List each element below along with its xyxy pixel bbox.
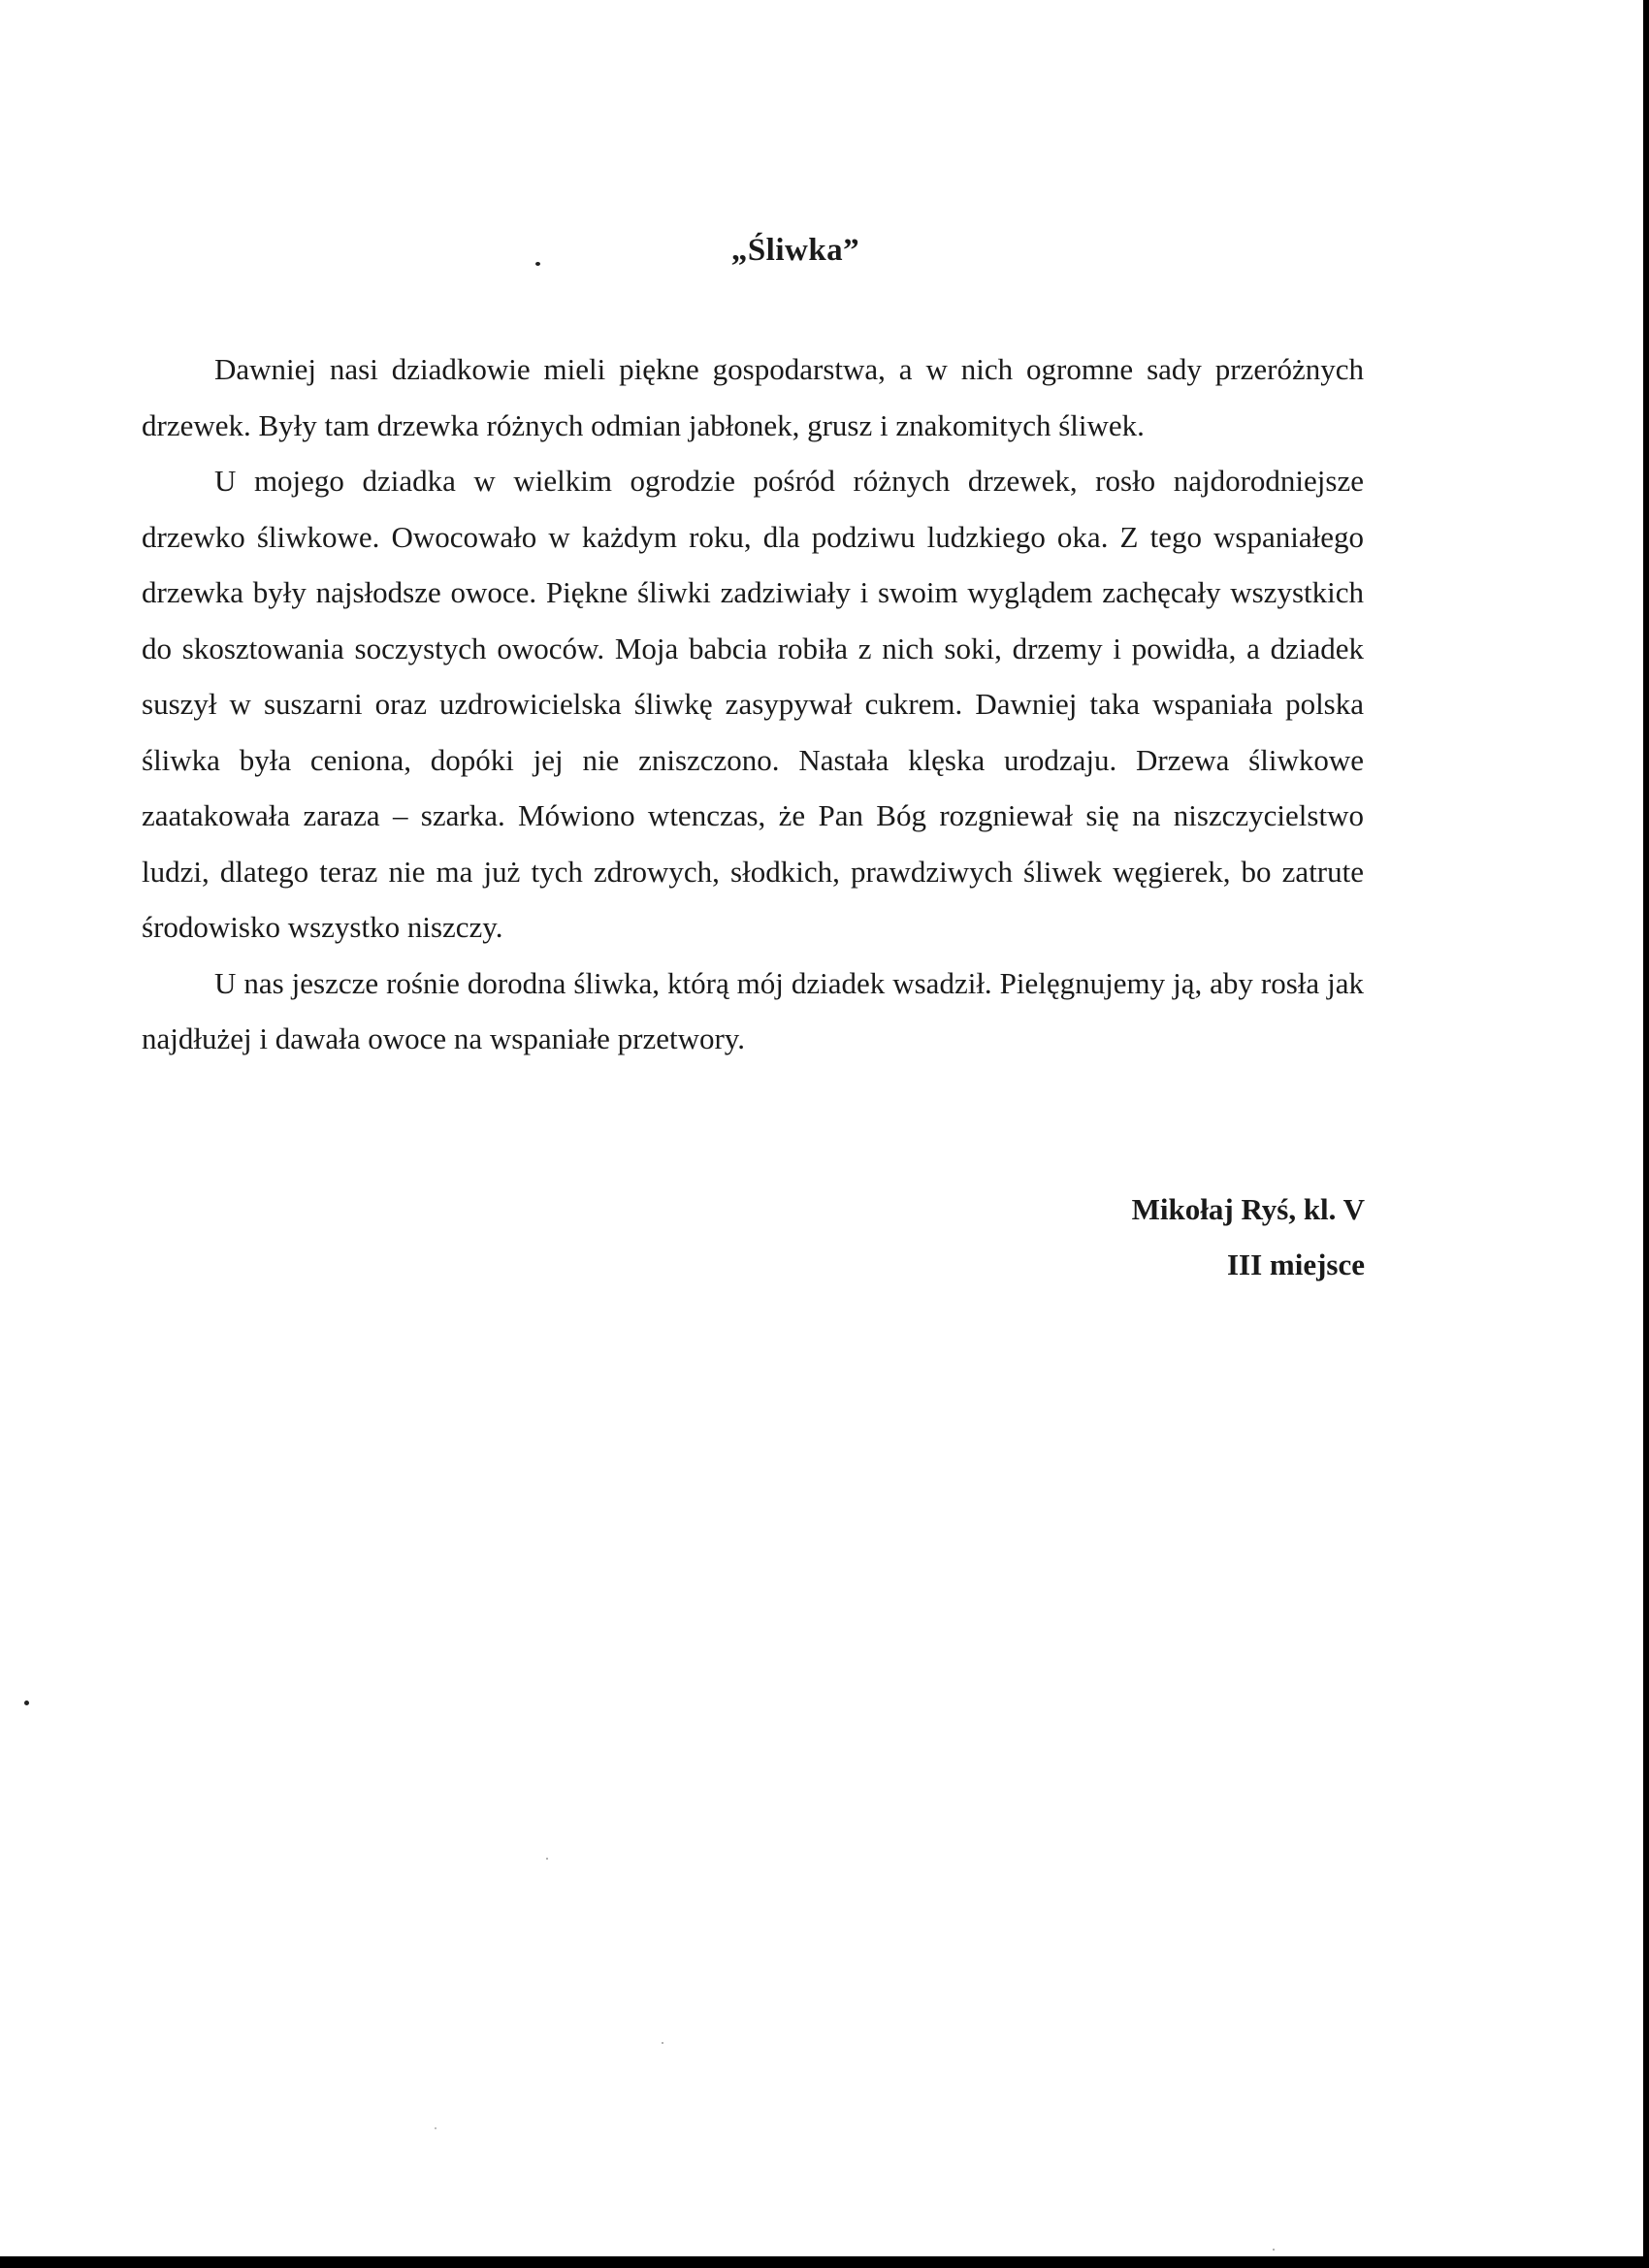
scan-speck xyxy=(435,2127,436,2129)
paragraph-3: U nas jeszcze rośnie dorodna śliwka, którą mój dziadek wsadził. Pielęgnujemy ją, aby rosła jak najdłużej i dawała owoce na wspaniałe przetwory. xyxy=(142,965,1364,1055)
signature-block xyxy=(1132,1182,1365,1292)
document-title: „Śliwka” xyxy=(730,233,860,268)
scan-speck xyxy=(535,262,540,266)
author-name: Mikołaj Ryś, kl. V xyxy=(1131,1192,1365,1226)
scan-edge-right xyxy=(1643,0,1649,2268)
paragraph-1: Dawniej nasi dziadkowie mieli piękne gospodarstwa, a w nich ogromne sady przeróżnych drzewek. Były tam drzewka różnych odmian jabłonek, grusz i znakomitych śliwek. xyxy=(142,352,1364,442)
scan-speck xyxy=(662,2042,663,2044)
scan-edge-bottom xyxy=(0,2256,1649,2268)
scan-speck xyxy=(24,1701,29,1705)
paragraph-2: U mojego dziadka w wielkim ogrodzie pośród różnych drzewek, rosło najdorodniejsze drzewko śliwkowe. Owocowało w każdym roku, dla podziwu ludzkiego oka. Z tego wspaniałego drzewka były najsłodsze owoce. Piękne śliwki zadziwiały i swoim wyglądem zachęcały wszystkich do skosztowania soczystych owoców. Moja babcia robiła z nich soki, drzemy i powidła, a dziadek suszył w suszarni oraz uzdrowicielska śliwkę zasypywał cukrem. Dawniej taka wspaniała polska śliwka była ceniona, dopóki jej nie zniszczono. Nastała klęska urodzaju. Drzewa śliwkowe zaatakowała zaraza – szarka. Mówiono wtenczas, że Pan Bóg rozgniewał się na niszczycielstwo ludzi, dlatego teraz nie ma już tych zdrowych, słodkich, prawdziwych śliwek węgierek, bo zatrute środowisko wszystko niszczy. xyxy=(142,464,1364,944)
award-place: III miejsce xyxy=(1226,1247,1365,1281)
scan-speck xyxy=(1273,2249,1275,2251)
scan-speck xyxy=(546,1858,548,1860)
essay-body xyxy=(142,341,1364,1067)
